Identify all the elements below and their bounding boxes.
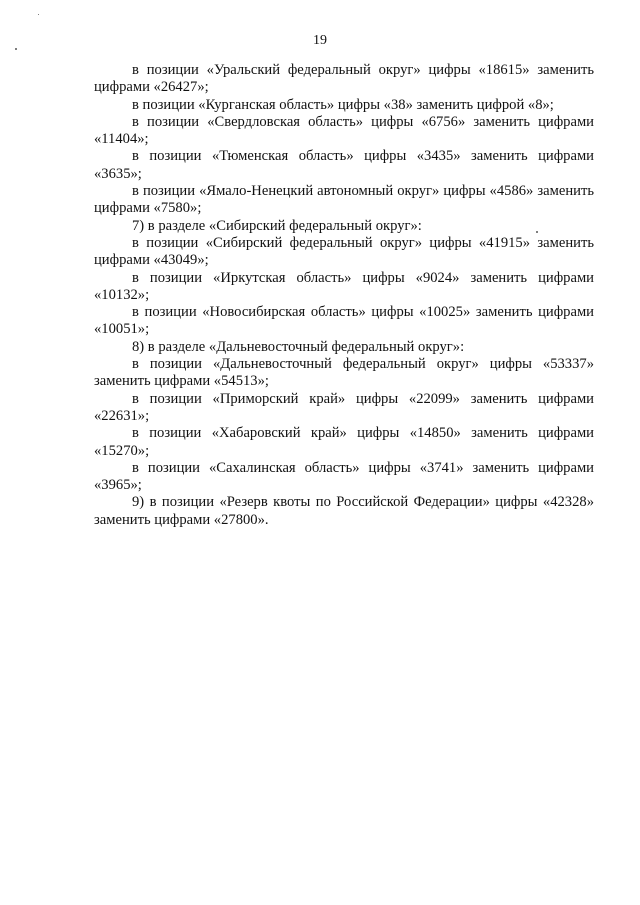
paragraph-siberian-district: в позиции «Сибирский федеральный округ» цифры «41915» заменить цифрами «43049»;	[94, 234, 594, 269]
paragraph-urals-district: в позиции «Уральский федеральный округ» цифры «18615» заменить цифрами «26427»;	[94, 62, 594, 96]
page-number: 19	[313, 33, 327, 48]
paragraph-kurgan-region: в позиции «Курганская область» цифры «38» заменить цифрой «8»;	[132, 96, 554, 113]
document-body	[94, 62, 594, 529]
paragraph-sverdlovsk-region: в позиции «Свердловская область» цифры «6756» заменить цифрами «11404»;	[94, 113, 594, 148]
paragraph-sakhalin-region: в позиции «Сахалинская область» цифры «3741» заменить цифрами «3965»;	[94, 459, 594, 494]
paragraph-far-eastern-district: в позиции «Дальневосточный федеральный округ» цифры «53337» заменить цифрами «54513»;	[94, 356, 594, 390]
paragraph-novosibirsk-region: в позиции «Новосибирская область» цифры «10025» заменить цифрами «10051»;	[94, 304, 594, 338]
paragraph-tyumen-region: в позиции «Тюменская область» цифры «3435» заменить цифрами «3635»;	[94, 148, 594, 182]
section-heading-far-eastern-district: 8) в разделе «Дальневосточный федеральный округ»:	[132, 338, 465, 355]
paragraph-russian-federation-reserve: 9) в позиции «Резерв квоты по Российской Федерации» цифры «42328» заменить цифрами «27800».	[94, 494, 594, 528]
paragraph-irkutsk-region: в позиции «Иркутская область» цифры «9024» заменить цифрами «10132»;	[94, 269, 594, 303]
paragraph-primorsky-krai: в позиции «Приморский край» цифры «22099» заменить цифрами «22631»;	[94, 390, 594, 424]
paragraph-khabarovsk-krai: в позиции «Хабаровский край» цифры «14850» заменить цифрами «15270»;	[94, 425, 594, 459]
paragraph-yamalo-nenets-okrug: в позиции «Ямало-Ненецкий автономный округ» цифры «4586» заменить цифрами «7580»;	[94, 183, 594, 217]
scan-speck	[38, 14, 39, 15]
section-heading-siberian-district: 7) в разделе «Сибирский федеральный округ»:	[132, 217, 422, 234]
